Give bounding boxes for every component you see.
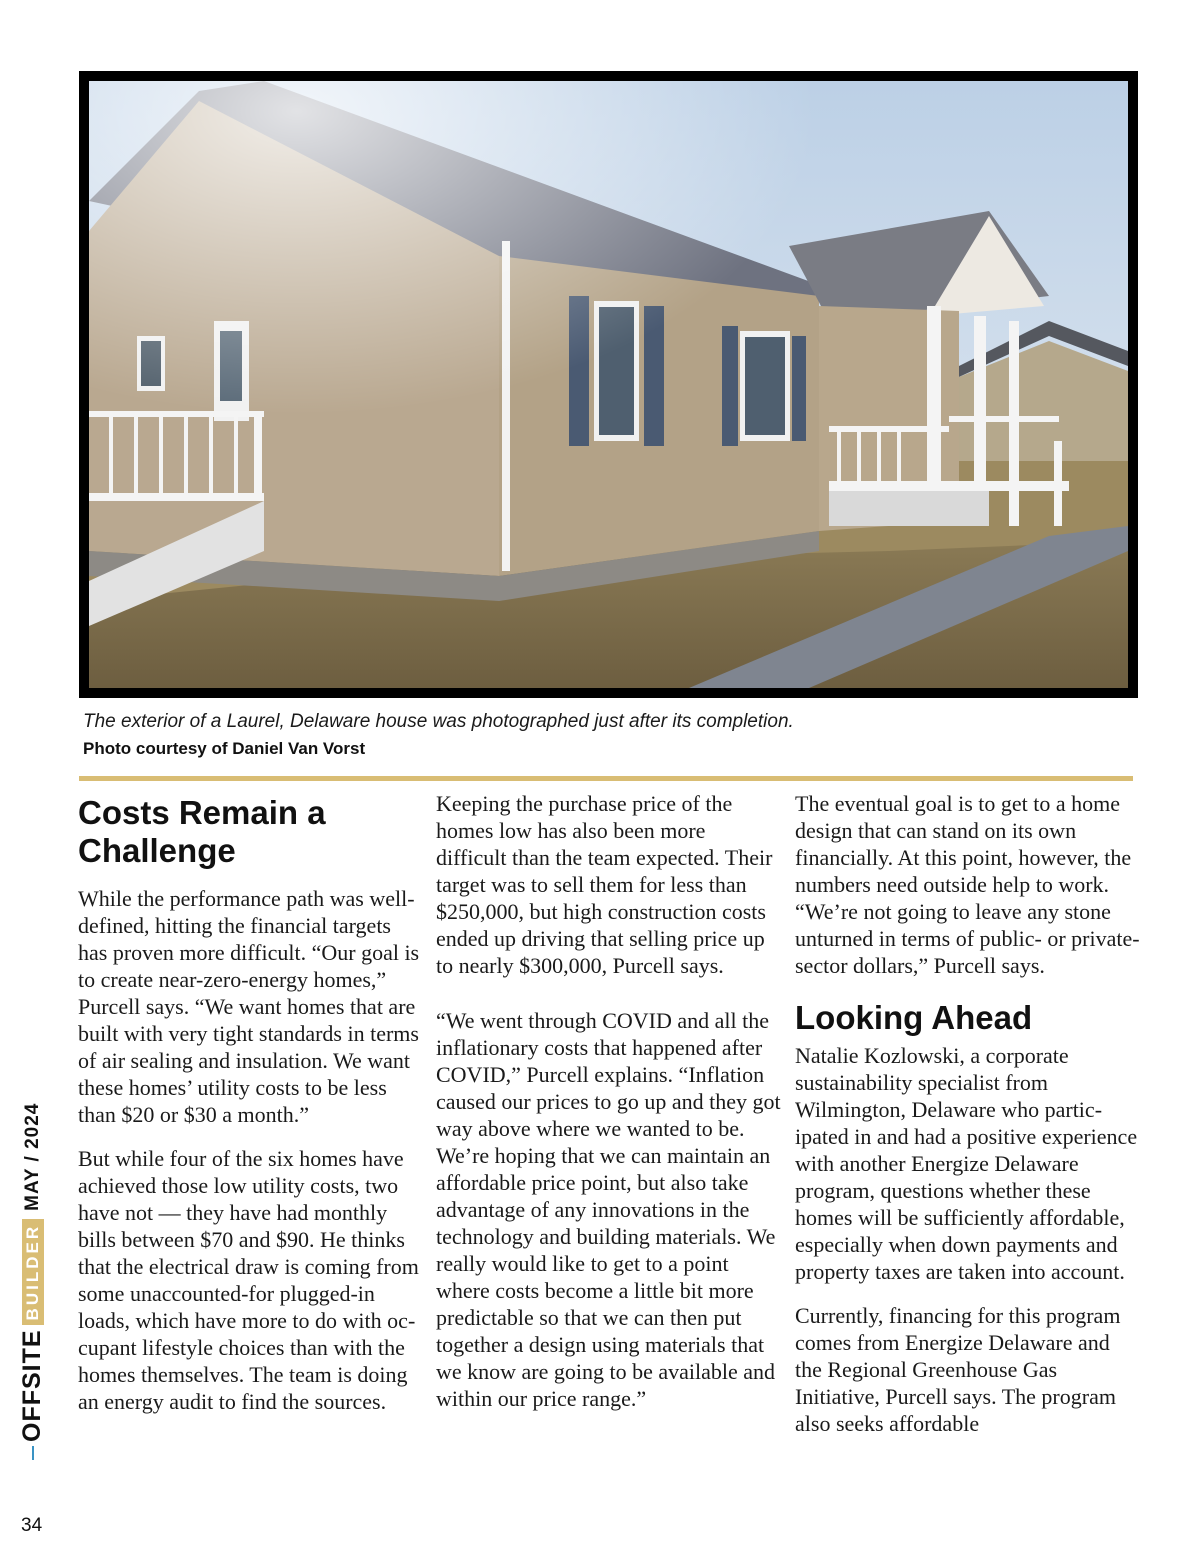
- photo-caption: The exterior of a Laurel, Delaware house was photographed just after its completion.: [83, 711, 794, 732]
- article-column-3: [795, 790, 1140, 1437]
- house-illustration: [89, 81, 1128, 688]
- issue-date: MAY / 2024: [21, 1102, 43, 1211]
- paragraph: Keeping the purchase price of the homes low has also been more difficult than the team expected. Their target was to sell them for less than $250,000, but high construction costs ended up driving that selling price up to nearly $300,000, Purcell says.: [436, 791, 773, 978]
- paragraph: But while four of the six homes have achieved those low utility costs, two have not — they have had monthly bills between $70 and $90. He thinks that the electrical draw is coming from some unaccounted-for plugged-in loads, which have more to do with occupant lifestyle choices than with the homes themselves. The team is doing an energy audit to find the sources.: [78, 1146, 419, 1414]
- section-heading: Looking Ahead: [795, 999, 1033, 1036]
- paragraph: “We went through COVID and all the inflationary costs that happened after COVID,” Purcell explains. “Inflation caused our prices to go up and they got way above where we wanted to be. We’re hoping that we can maintain an affordable price point, but also take advantage of any innovations in the technology and building materials. We really would like to get to a point where costs become a little bit more predictable so that we can then put together a design using materials that we know are going to be available and within our price range.”: [436, 1008, 781, 1411]
- house-photo: [79, 71, 1138, 698]
- article-column-1: [78, 790, 423, 1415]
- masthead-offsite: OFFSITE: [18, 1329, 46, 1442]
- section-divider: [79, 776, 1133, 781]
- paragraph: The eventual goal is to get to a home design that can stand on its own financially. At this point, however, the numbers need outside help to work. “We’re not going to leave any stone unturned in terms of public- or private-sector dollars,” Purcell says.: [795, 791, 1140, 978]
- photo-credit: Photo courtesy of Daniel Van Vorst: [83, 739, 366, 758]
- masthead-accent-bar: [32, 1446, 34, 1460]
- masthead-builder: BUILDER: [22, 1219, 44, 1326]
- paragraph: Currently, financing for this program comes from Energize Delaware and the Regional Greenhouse Gas Initiative, Purcell says. The program also seeks affordable: [795, 1303, 1121, 1436]
- article-column-2: [436, 790, 781, 1412]
- section-heading: Costs Remain a Challenge: [78, 794, 326, 869]
- paragraph: Natalie Kozlowski, a corporate sustainability specialist from Wilmington, Delaware who participated in and had a positive experience with another Energize Delaware program, questions whether these homes will be sufficiently affordable, especially when down payments and property taxes are taken into account.: [795, 1043, 1138, 1284]
- page-number: 34: [21, 1515, 43, 1536]
- paragraph: While the performance path was well-defined, hitting the financial targets has proven more difficult. “Our goal is to create near-zero-energy homes,” Purcell says. “We want homes that are built with very tight standards in terms of air sealing and insulation. We want these homes’ utility costs to be less than $20 or $30 a month.”: [78, 886, 420, 1127]
